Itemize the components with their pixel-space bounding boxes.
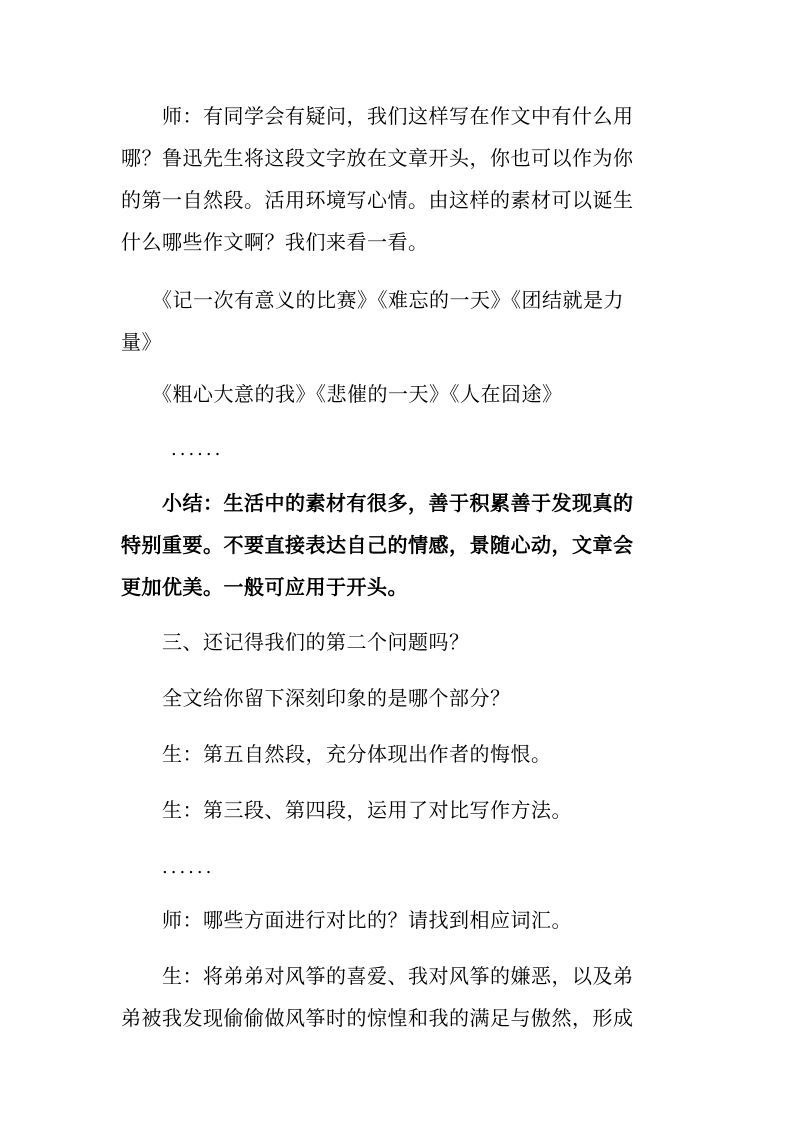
text-line: 的第一自然段。活用环境写心情。由这样的素材可以诞生 [121, 188, 634, 212]
text-line: 哪？鲁迅先生将这段文字放在文章开头，你也可以作为你 [121, 146, 634, 170]
text-line: 《粗心大意的我》《悲催的一天》《人在囧途》 [121, 382, 563, 406]
text-line: 全文给你留下深刻印象的是哪个部分？ [121, 686, 511, 710]
text-line: 量》 [121, 330, 162, 354]
text-line: 弟被我发现偷偷做风筝时的惊惶和我的满足与傲然，形成 [121, 1006, 634, 1030]
ellipsis-2: ...... [162, 857, 215, 878]
text-line: 小结：生活中的素材有很多，善于积累善于发现真的 [121, 491, 634, 515]
text-line: 《记一次有意义的比赛》《难忘的一天》《团结就是力 [121, 288, 624, 312]
text-line: 师：有同学会有疑问，我们这样写在作文中有什么用 [121, 104, 634, 128]
summary-paragraph [121, 482, 661, 608]
teacher-question-2 [121, 899, 661, 941]
teacher-paragraph-1 [121, 95, 661, 263]
essay-titles-paragraph-1 [121, 279, 661, 363]
text-line: 什么哪些作文啊？我们来看一看。 [121, 230, 429, 254]
student-answer-2 [121, 789, 661, 831]
text-line: 生：将弟弟对风筝的喜爱、我对风筝的嫌恶，以及弟 [121, 964, 634, 988]
text-line: 三、还记得我们的第二个问题吗？ [121, 630, 470, 654]
text-line: 特别重要。不要直接表达自己的情感，景随心动，文章会 [121, 533, 634, 557]
essay-titles-paragraph-2 [121, 373, 661, 415]
student-answer-1 [121, 733, 661, 775]
text-line: 生：第五自然段，充分体现出作者的悔恨。 [121, 742, 552, 766]
question-three [121, 621, 661, 663]
question-three-sub [121, 677, 661, 719]
text-line: 师：哪些方面进行对比的？请找到相应词汇。 [121, 908, 572, 932]
ellipsis-1: ...... [171, 439, 224, 460]
text-line: 生：第三段、第四段，运用了对比写作方法。 [121, 798, 572, 822]
text-line: 更加优美。一般可应用于开头。 [121, 575, 408, 599]
student-answer-3 [121, 955, 661, 1039]
